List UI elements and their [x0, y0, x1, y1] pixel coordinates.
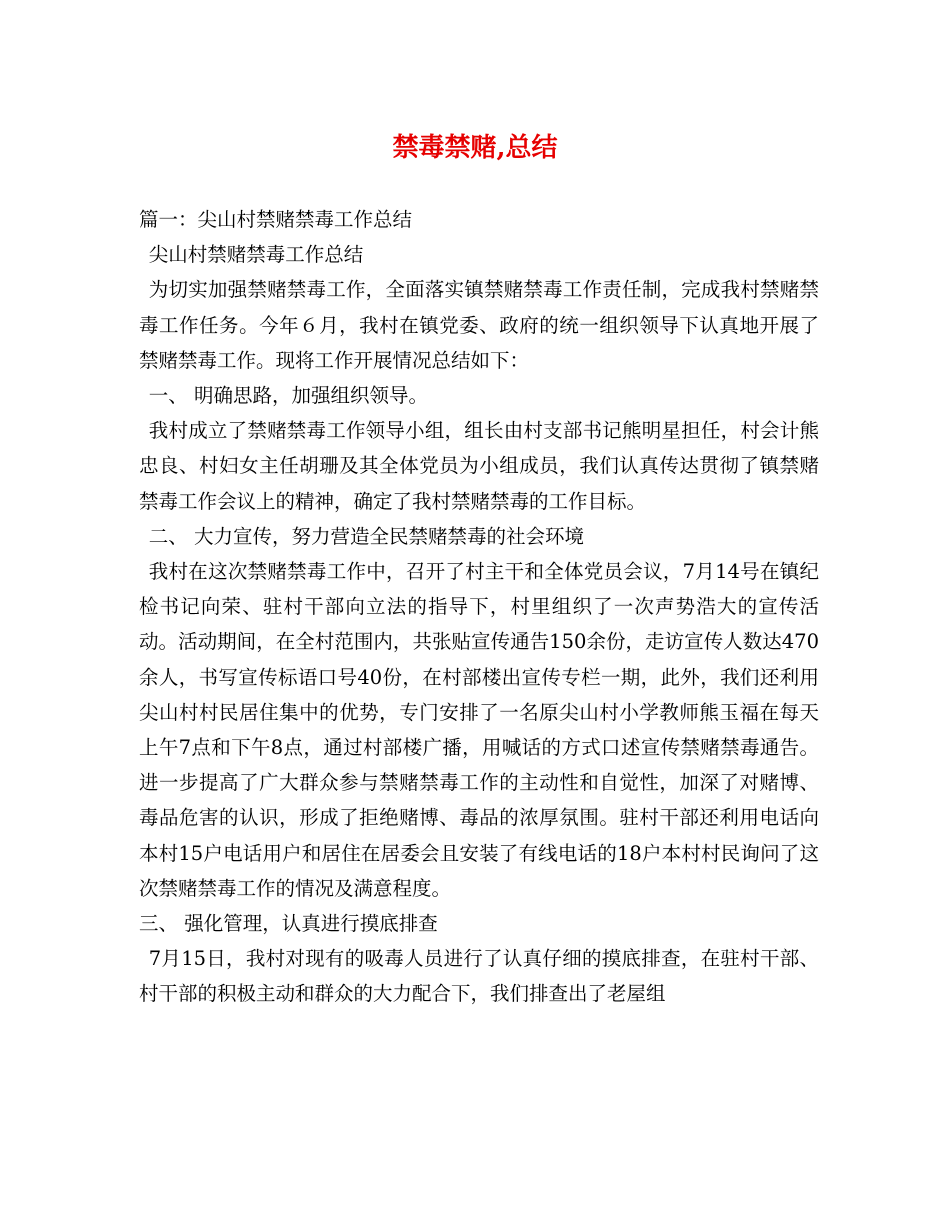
article-subtitle: 尖山村禁赌禁毒工作总结 — [148, 243, 364, 267]
section-2-paragraph: 我村在这次禁赌禁毒工作中，召开了村主干和全体党员会议，7月14号在镇纪检书记向荣、驻村干部向立法的指导下，村里组织了一次声势浩大的宣传活动。活动期间，在全村范围内，共张贴宣传通告150余份，走访宣传人数达470余人，书写宣传标语口号40份，在村部楼出宣传专栏一期，此外，我们还利用尖山村村民居住集中的优势，专门安排了一名原尖山村小学教师熊玉福在每天上午7点和下午8点，通过村部楼广播，用喊话的方式口述宣传禁赌禁毒通告。进一步提高了广大群众参与禁赌禁毒工作的主动性和自觉性，加深了对赌博、毒品危害的认识，形成了拒绝赌博、毒品的浓厚氛围。驻村干部还利用电话向本村15户电话用户和居住在居委会且安装了有线电话的18户本村村民询问了这次禁赌禁毒工作的情况及满意程度。 — [139, 560, 819, 900]
section-heading-3: 三、 强化管理，认真进行摸底排查 — [139, 912, 438, 936]
section-heading-1: 一、 明确思路，加强组织领导。 — [148, 384, 428, 408]
section-1-paragraph: 我村成立了禁赌禁毒工作领导小组，组长由村支部书记熊明星担任，村会计熊忠良、村妇女主任胡珊及其全体党员为小组成员，我们认真传达贯彻了镇禁赌禁毒工作会议上的精神，确定了我村禁赌禁毒的工作目标。 — [139, 419, 819, 513]
section-heading-2: 二、 大力宣传，努力营造全民禁赌禁毒的社会环境 — [148, 524, 584, 548]
intro-paragraph: 为切实加强禁赌禁毒工作，全面落实镇禁赌禁毒工作责任制，完成我村禁赌禁毒工作任务。今年６月，我村在镇党委、政府的统一组织领导下认真地开展了禁赌禁毒工作。现将工作开展情况总结如下： — [139, 278, 819, 372]
document-title: 禁毒禁赌,总结 — [392, 133, 558, 163]
document-body — [139, 202, 819, 1012]
section-heading-part-one: 篇一：尖山村禁赌禁毒工作总结 — [139, 208, 413, 231]
section-3-paragraph: 7月15日，我村对现有的吸毒人员进行了认真仔细的摸底排查，在驻村干部、村干部的积极主动和群众的大力配合下，我们排查出了老屋组 — [139, 947, 819, 1006]
